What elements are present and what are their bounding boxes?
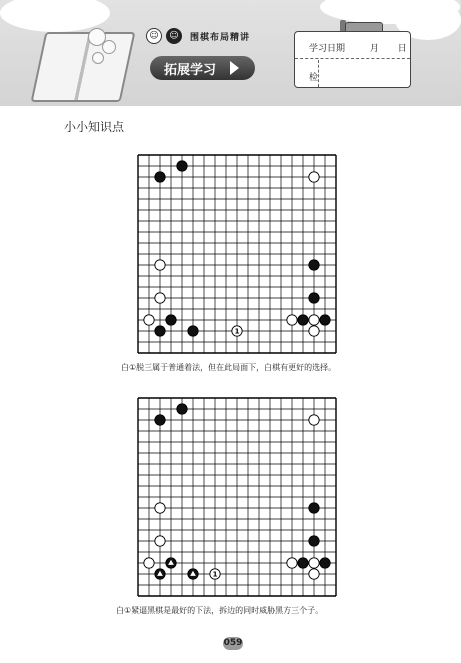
flower-icon [92,52,104,64]
study-date-row [295,32,410,59]
diagram-caption: 白①脱三属于普通着法，但在此局面下，白棋有更好的选择。 [121,363,337,372]
section-title: 小小知识点 [64,120,125,134]
section-banner [150,56,255,80]
black-stone [155,326,165,336]
check-label: 检 [309,73,319,83]
white-stone [309,326,319,336]
white-stone [155,260,165,270]
white-stone [144,315,154,325]
white-stone [155,293,165,303]
page-number: 059 [223,638,243,648]
white-stone [155,503,165,513]
banner-label: 拓展学习 [164,62,217,78]
black-stone [298,315,308,325]
move-number-label: 1 [234,327,240,336]
diagram-caption: 白①紧逼黑棋是最好的下法，拆边的同时威胁黑方三个子。 [116,606,324,615]
series-logo [146,26,250,46]
study-record-box [294,31,411,88]
day-label: 日 [397,44,407,54]
black-stone [320,315,330,325]
black-stone [309,536,319,546]
book-subtitle: 围棋布局精讲 [190,32,251,43]
move-number-label: 1 [212,570,218,579]
black-stone [155,172,165,182]
go-board-diagram [136,153,338,355]
go-board-diagram [136,396,338,598]
white-stone [309,172,319,182]
flower-icon [102,40,116,54]
black-stone [155,415,165,425]
smiley-icon: ☺ [146,28,162,44]
study-date-label: 学习日期 [309,44,346,54]
black-stone [320,558,330,568]
white-stone [144,558,154,568]
check-row [295,60,410,87]
play-arrow-icon [230,61,239,75]
black-stone [309,260,319,270]
black-stone [188,326,198,336]
month-label: 月 [369,44,379,54]
black-stone [309,503,319,513]
white-stone [155,536,165,546]
page-header [0,0,461,106]
black-stone [298,558,308,568]
black-stone [166,315,176,325]
black-stone [177,404,187,414]
cloud-decoration [0,0,110,32]
white-stone [287,315,297,325]
white-stone [309,558,319,568]
white-stone [309,315,319,325]
open-book-illustration [31,32,136,102]
smiley-icon: ☺ [166,28,182,44]
white-stone [309,569,319,579]
white-stone [309,415,319,425]
black-stone [309,293,319,303]
black-stone [177,161,187,171]
white-stone [287,558,297,568]
